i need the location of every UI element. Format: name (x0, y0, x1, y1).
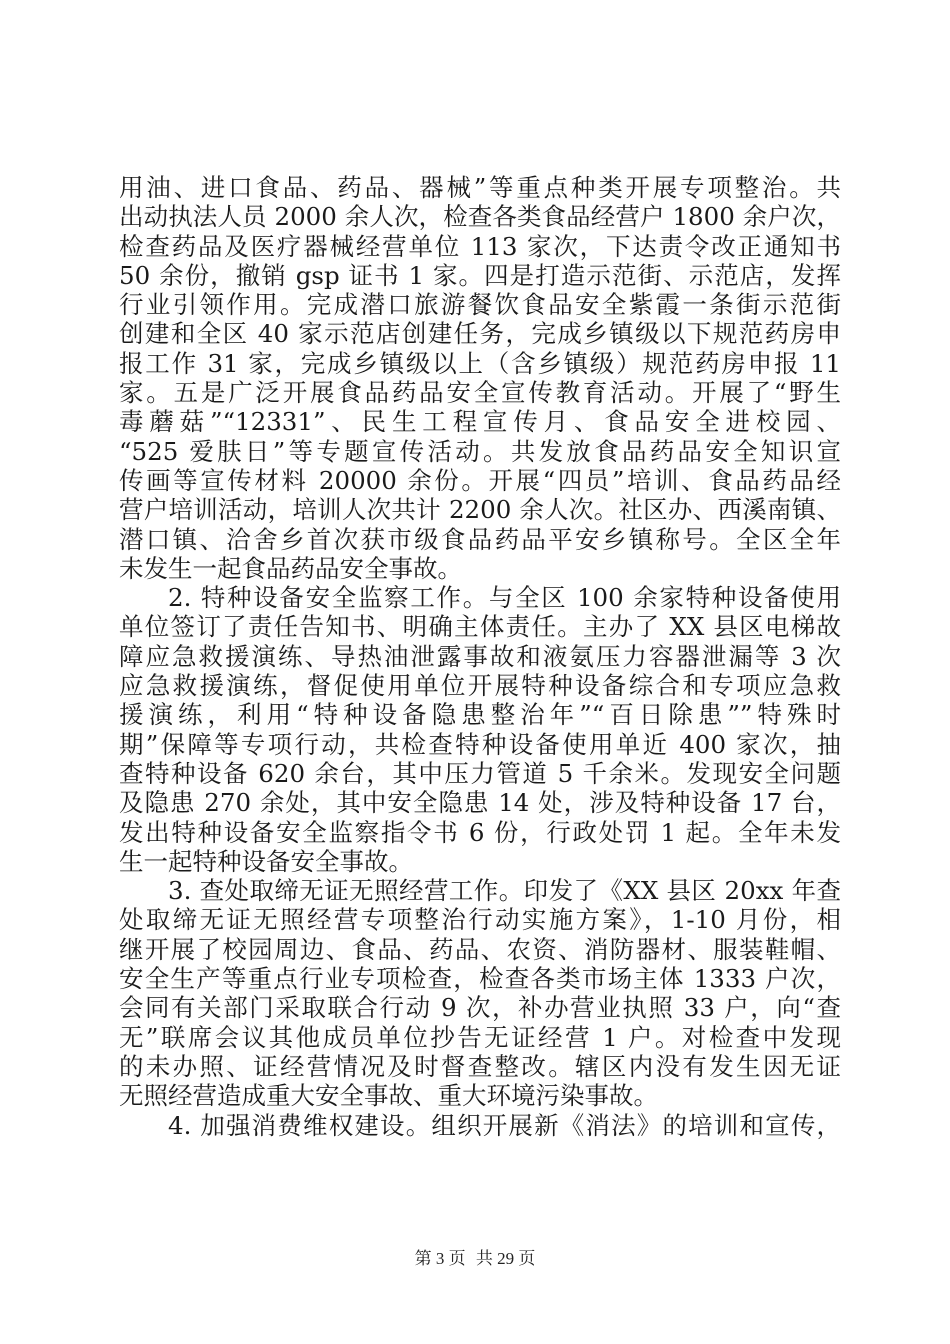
text-line: 发出特种设备安全监察指令书 6 份，行政处罚 1 起。全年未发 (119, 817, 841, 847)
text-line: 行业引领作用。完成潜口旅游餐饮食品安全紫霞一条街示范街 (119, 290, 841, 320)
text-line: 的未办照、证经营情况及时督查整改。辖区内没有发生因无证 (119, 1051, 841, 1081)
text-line: 营户培训活动，培训人次共计 2200 余人次。社区办、西溪南镇、 (119, 495, 841, 525)
text-line: 及隐患 270 余处，其中安全隐患 14 处，涉及特种设备 17 台， (119, 788, 841, 818)
paragraph-start-line: 2. 特种设备安全监察工作。与全区 100 余家特种设备使用 (168, 583, 841, 613)
text-line: 毒蘑菇”“12331”、民生工程宣传月、食品安全进校园、 (119, 407, 841, 437)
text-line: “525 爱肤日”等专题宣传活动。共发放食品药品安全知识宣 (119, 436, 841, 466)
text-line: 安全生产等重点行业专项检查，检查各类市场主体 1333 户次， (119, 964, 841, 994)
text-line: 传画等宣传材料 20000 余份。开展“四员”培训、食品药品经 (119, 465, 841, 495)
text-line: 期”保障等专项行动，共检查特种设备使用单近 400 家次，抽 (119, 729, 841, 759)
paragraph-start-line: 3. 查处取缔无证无照经营工作。印发了《XX 县区 20xx 年查 (168, 876, 841, 906)
text-line: 无照经营造成重大安全事故、重大环境污染事故。 (119, 1081, 658, 1111)
text-line: 检查药品及医疗器械经营单位 113 家次，下达责令改正通知书 (119, 231, 841, 261)
text-line: 无”联席会议其他成员单位抄告无证经营 1 户。对检查中发现 (119, 1022, 841, 1052)
document-body (119, 173, 841, 1140)
paragraph-start-line: 4. 加强消费维权建设。组织开展新《消法》的培训和宣传， (168, 1110, 841, 1140)
text-line: 生一起特种设备安全事故。 (119, 846, 413, 876)
text-line: 处取缔无证无照经营专项整治行动实施方案》，1-10 月份，相 (119, 905, 841, 935)
text-line: 查特种设备 620 余台，其中压力管道 5 千余米。发现安全问题 (119, 758, 841, 788)
text-line: 会同有关部门采取联合行动 9 次，补办营业执照 33 户，向“查 (119, 993, 841, 1023)
text-line: 援演练，利用“特种设备隐患整治年”“百日除患””特殊时 (119, 700, 841, 730)
text-line: 单位签订了责任告知书、明确主体责任。主办了 XX 县区电梯故 (119, 612, 841, 642)
text-line: 创建和全区 40 家示范店创建任务，完成乡镇级以下规范药房申 (119, 319, 841, 349)
text-line: 潜口镇、洽舍乡首次获市级食品药品平安乡镇称号。全区全年 (119, 524, 841, 554)
page-footer (0, 1244, 950, 1269)
text-line: 未发生一起食品药品安全事故。 (119, 553, 462, 583)
text-line: 家。五是广泛开展食品药品安全宣传教育活动。开展了“野生 (119, 378, 841, 408)
page-total: 共 29 页 (475, 1249, 536, 1268)
text-line: 用油、进口食品、药品、器械”等重点种类开展专项整治。共 (119, 173, 841, 202)
text-line: 报工作 31 家，完成乡镇级以上（含乡镇级）规范药房申报 11 (119, 348, 841, 378)
text-line: 应急救援演练，督促使用单位开展特种设备综合和专项应急救 (119, 671, 841, 701)
page-number: 第 3 页 (414, 1249, 466, 1268)
text-line: 出动执法人员 2000 余人次，检查各类食品经营户 1800 余户次， (119, 202, 841, 232)
text-line: 50 余份，撤销 gsp 证书 1 家。四是打造示范街、示范店，发挥 (119, 260, 841, 290)
text-line: 继开展了校园周边、食品、药品、农资、消防器材、服装鞋帽、 (119, 934, 841, 964)
text-line: 障应急救援演练、导热油泄露事故和液氨压力容器泄漏等 3 次 (119, 641, 841, 671)
